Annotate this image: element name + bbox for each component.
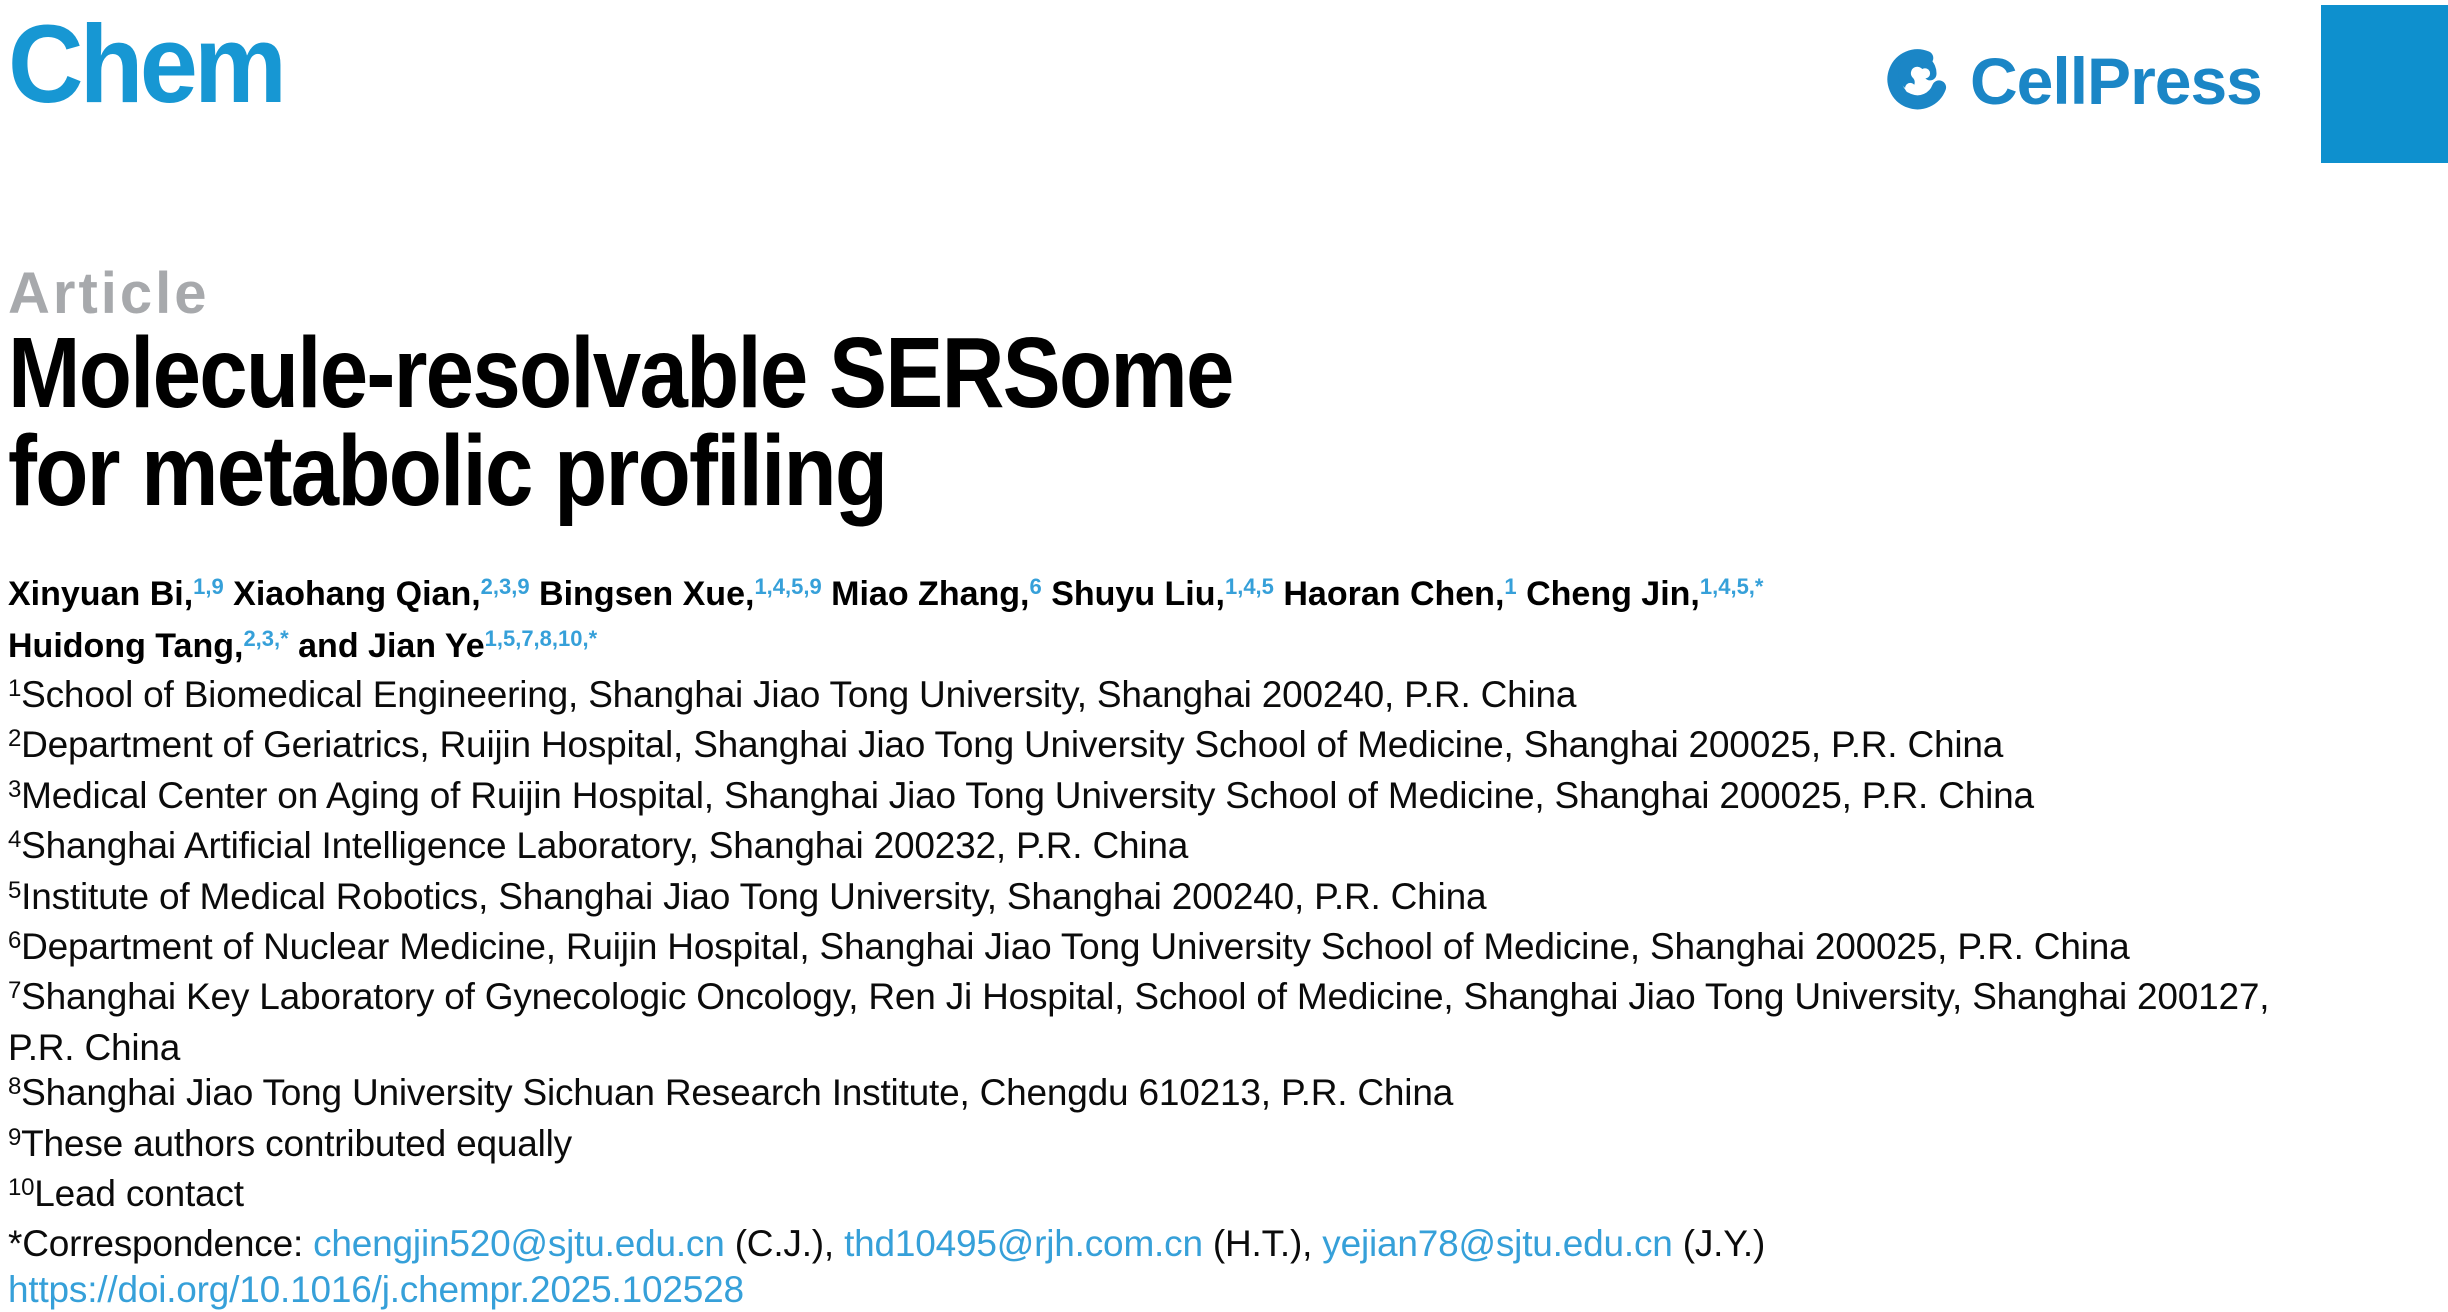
- footnote-text: These authors contributed equally: [21, 1122, 572, 1164]
- page-title-line-2: for metabolic profiling: [8, 415, 887, 527]
- author-name: Xinyuan Bi,: [8, 575, 194, 613]
- author-name: Miao Zhang,: [821, 575, 1030, 613]
- correspondence-label: *Correspondence:: [8, 1223, 314, 1265]
- author-name: Bingsen Xue,: [529, 575, 755, 613]
- author-affiliation-superscript: 2,3,9: [480, 574, 530, 599]
- footnote-number: 9: [8, 1123, 22, 1151]
- footnote-text: Lead contact: [34, 1173, 244, 1215]
- author-affiliation-superscript: 1,4,5,*: [1699, 574, 1764, 599]
- author-list: [8, 570, 1763, 674]
- correspondence-initials: (J.Y.): [1672, 1223, 1766, 1265]
- affiliation-line: [8, 924, 2269, 974]
- author-affiliation-superscript: 2,3,*: [243, 626, 289, 651]
- correspondence-email-link[interactable]: chengjin520@sjtu.edu.cn: [313, 1223, 725, 1265]
- author-affiliation-superscript: 1: [1504, 574, 1517, 599]
- affiliation-line: [8, 773, 2269, 823]
- cellpress-swoosh-icon: [1884, 45, 1948, 117]
- author-line-1: [8, 570, 1763, 622]
- author-name: Cheng Jin,: [1516, 575, 1700, 613]
- affiliation-number: 6: [8, 927, 22, 955]
- author-name: Xiaohang Qian,: [223, 575, 481, 613]
- affiliation-line: [8, 874, 2269, 924]
- correspondence-line: [8, 1221, 2269, 1266]
- page-title: [8, 317, 1233, 527]
- affiliation-text: School of Biomedical Engineering, Shanghai Jiao Tong University, Shanghai 200240, P.R. China: [21, 674, 1577, 715]
- affiliation-line: [8, 974, 2269, 1024]
- author-name: Shuyu Liu,: [1041, 575, 1225, 613]
- affiliation-number: 7: [8, 977, 22, 1005]
- footnote-line: [8, 1121, 2269, 1171]
- affiliation-text: Department of Nuclear Medicine, Ruijin Hospital, Shanghai Jiao Tong University School of Medicine, Shanghai 200025, P.R. China: [21, 926, 2130, 968]
- affiliation-line: [8, 722, 2269, 772]
- cellpress-logo: [1884, 42, 2262, 120]
- author-line-2: [8, 622, 1763, 674]
- author-affiliation-superscript: 1,5,7,8,10,*: [484, 626, 598, 651]
- author-affiliation-superscript: 1,4,5,9: [754, 574, 822, 599]
- author-affiliation-superscript: 6: [1029, 574, 1042, 599]
- corner-accent-square: [2321, 5, 2448, 163]
- affiliation-number: 5: [8, 876, 22, 904]
- doi-link[interactable]: https://doi.org/10.1016/j.chempr.2025.102528: [8, 1268, 744, 1310]
- author-name: Huidong Tang,: [8, 627, 244, 665]
- correspondence-email-link[interactable]: yejian78@sjtu.edu.cn: [1322, 1223, 1673, 1265]
- affiliation-number: 3: [8, 775, 22, 803]
- page-title-line-1: Molecule-resolvable SERSome: [8, 317, 1233, 429]
- affiliation-number: 1: [8, 675, 22, 702]
- affiliation-text: Medical Center on Aging of Ruijin Hospital, Shanghai Jiao Tong University School of Medicine, Shanghai 200025, P.R. China: [21, 774, 2034, 816]
- affiliation-text: Shanghai Key Laboratory of Gynecologic Oncology, Ren Ji Hospital, School of Medicine, Shanghai Jiao Tong University, Shanghai 200127,: [21, 976, 2270, 1018]
- affiliation-line: [8, 672, 2269, 722]
- correspondence-initials: (H.T.),: [1202, 1223, 1323, 1265]
- affiliation-number: 4: [8, 826, 22, 854]
- affiliation-text: Department of Geriatrics, Ruijin Hospital, Shanghai Jiao Tong University School of Medicine, Shanghai 200025, P.R. China: [21, 724, 2004, 766]
- author-affiliation-superscript: 1,4,5: [1224, 574, 1274, 599]
- affiliations-block: [8, 672, 2269, 1312]
- author-name: Haoran Chen,: [1273, 575, 1505, 613]
- affiliation-line: [8, 1070, 2269, 1120]
- correspondence-initials: (C.J.),: [724, 1223, 845, 1265]
- affiliation-number: 8: [8, 1073, 22, 1101]
- affiliation-text: Shanghai Artificial Intelligence Laboratory, Shanghai 200232, P.R. China: [21, 825, 1189, 867]
- chem-journal-logo: Chem: [8, 3, 284, 126]
- affiliation-line-continued: P.R. China: [8, 1026, 181, 1068]
- affiliation-number: 2: [8, 725, 22, 753]
- author-affiliation-superscript: 1,9: [193, 574, 224, 599]
- affiliation-text: Shanghai Jiao Tong University Sichuan Research Institute, Chengdu 610213, P.R. China: [21, 1072, 1454, 1114]
- author-name: and Jian Ye: [288, 627, 485, 665]
- doi-line: [8, 1267, 2269, 1312]
- affiliation-text: Institute of Medical Robotics, Shanghai Jiao Tong University, Shanghai 200240, P.R. China: [21, 875, 1487, 917]
- cellpress-logo-text: CellPress: [1970, 44, 2262, 118]
- footnote-line: [8, 1171, 2269, 1221]
- correspondence-email-link[interactable]: thd10495@rjh.com.cn: [844, 1223, 1203, 1265]
- footnote-number: 10: [8, 1174, 35, 1202]
- affiliation-line: [8, 823, 2269, 873]
- article-type-label: Article: [8, 261, 210, 326]
